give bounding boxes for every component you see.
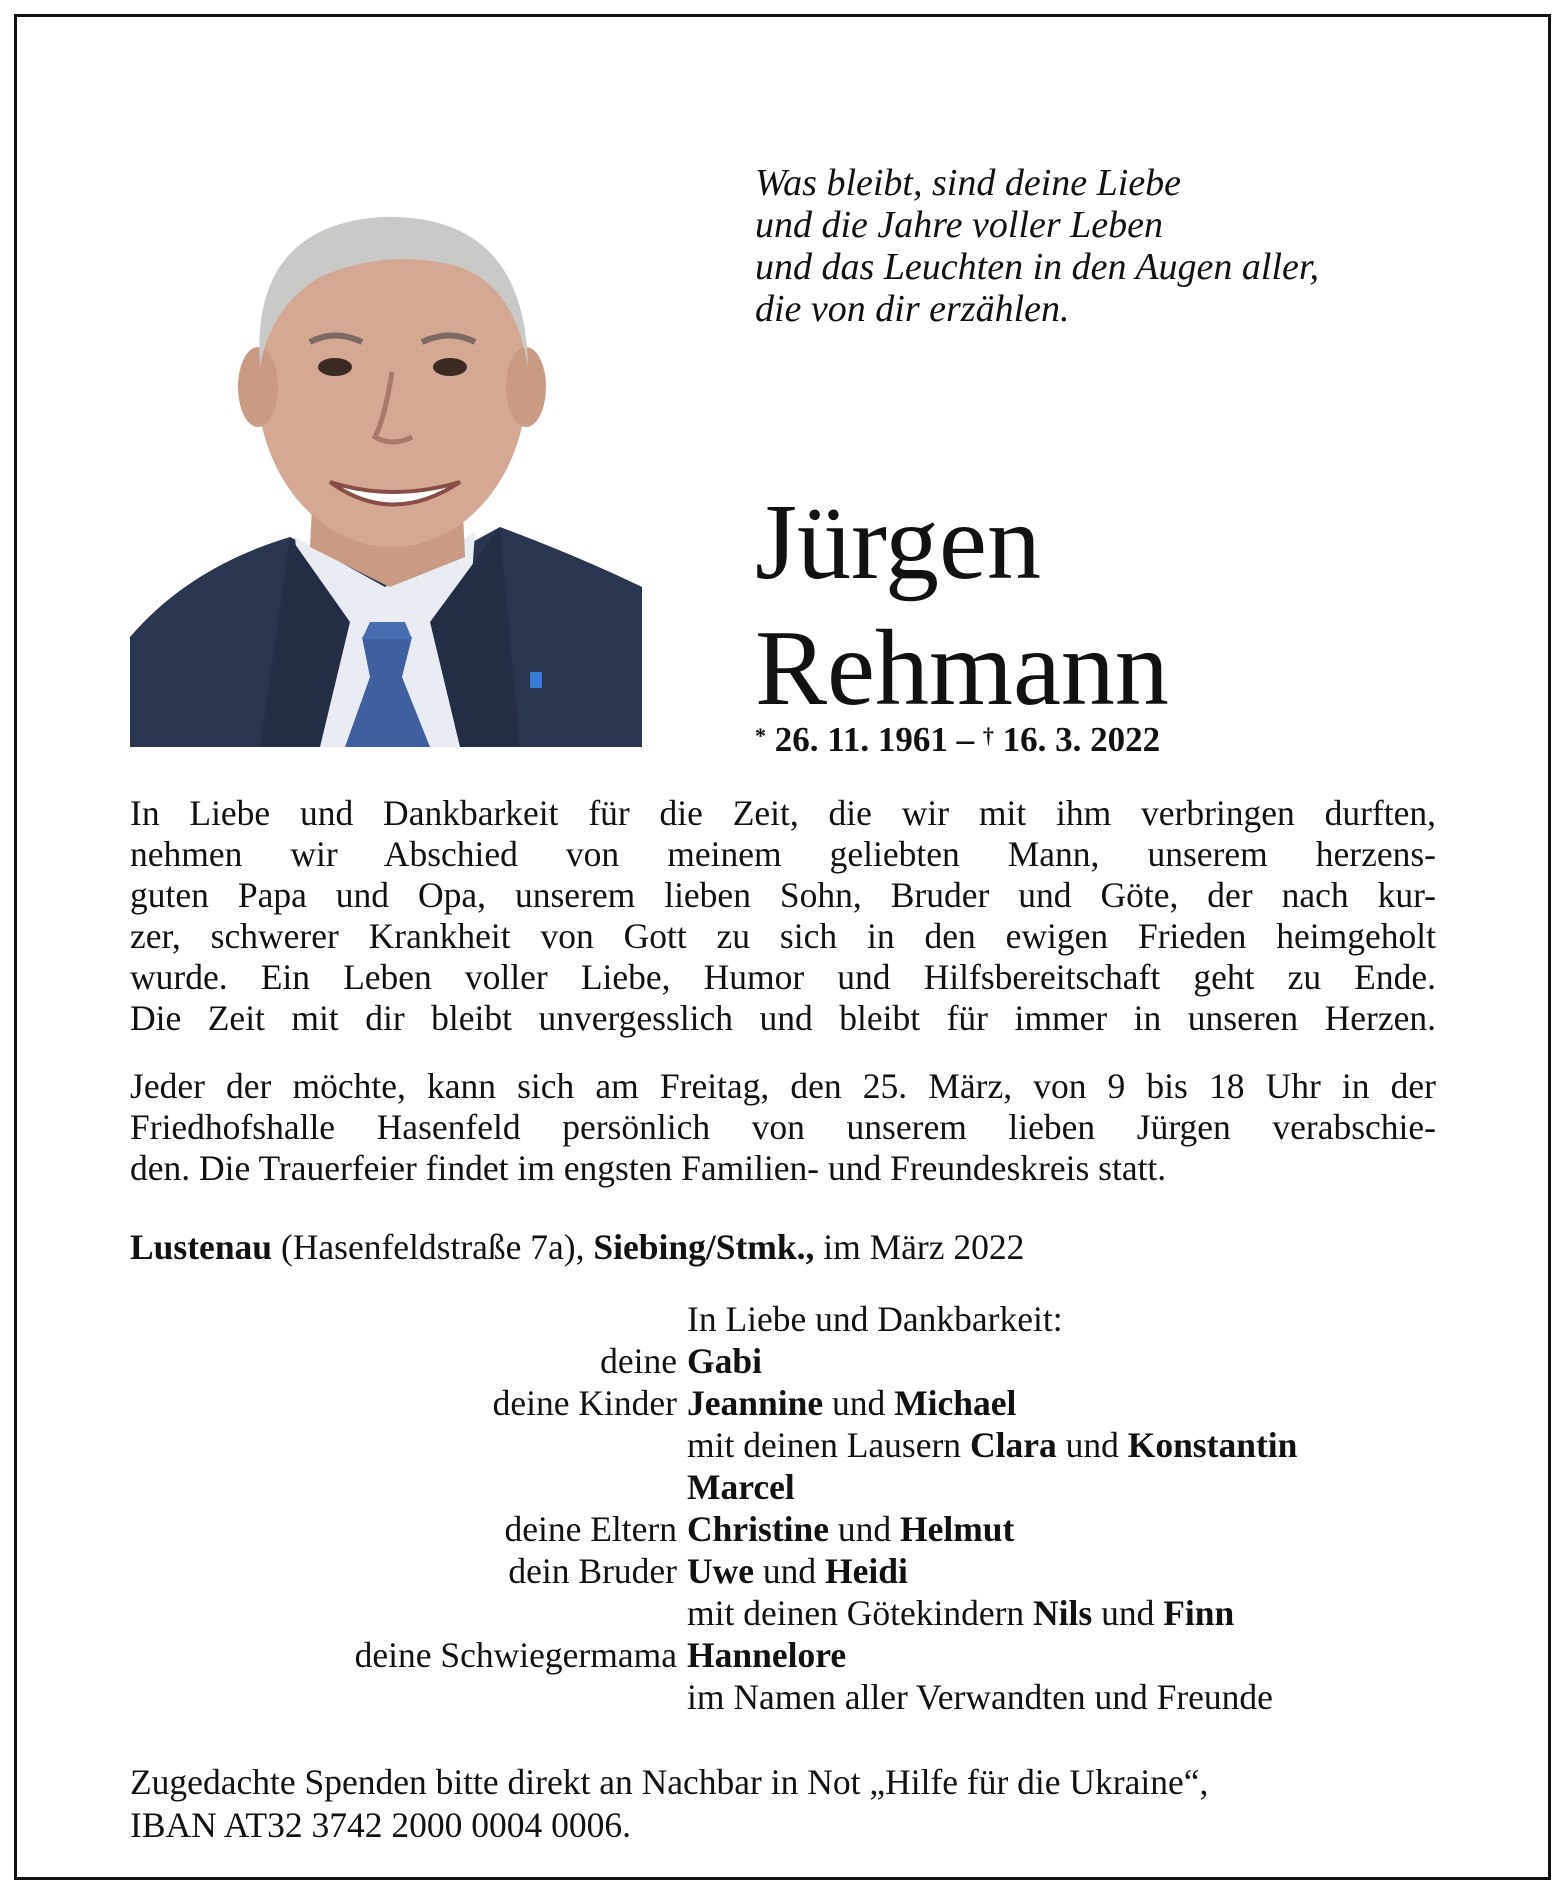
- birth-date: 26. 11. 1961: [774, 720, 948, 759]
- text-line: wurde. Ein Leben voller Liebe, Humor und Hilfsbereitschaft geht zu Ende.: [130, 957, 1436, 997]
- donation-line: IBAN AT32 3742 2000 0004 0006.: [130, 1805, 631, 1845]
- mourner-name: Jeannine: [687, 1383, 824, 1423]
- mourner-row: [130, 1508, 1450, 1550]
- town-siebing: Siebing/Stmk.,: [593, 1227, 815, 1267]
- relation-label: deine Kinder: [492, 1383, 677, 1423]
- donation-note: [130, 1761, 1436, 1847]
- mourner-name: Hannelore: [687, 1635, 847, 1675]
- town-lustenau: Lustenau: [130, 1227, 273, 1267]
- text-line: In Liebe und Dankbarkeit für die Zeit, die wir mit ihm verbringen durften,: [130, 793, 1436, 833]
- mourner-name: Clara: [969, 1425, 1057, 1465]
- mourner-name: Nils: [1033, 1593, 1093, 1633]
- text-line: den. Die Trauerfeier findet im engsten Familien- und Freundeskreis statt.: [130, 1148, 1167, 1188]
- quote-line: und die Jahre voller Leben: [755, 204, 1164, 246]
- relation-label: deine: [600, 1341, 677, 1381]
- mourner-row: [130, 1340, 1450, 1382]
- text-line: guten Papa und Opa, unserem lieben Sohn, Bruder und Göte, der nach kur-: [130, 875, 1436, 915]
- mourners-list: [130, 1298, 1450, 1718]
- mourner-row: [130, 1382, 1450, 1424]
- relation-label: dein Bruder: [508, 1551, 677, 1591]
- month-year: im März 2022: [814, 1227, 1025, 1267]
- mourner-name: Finn: [1163, 1593, 1235, 1633]
- mourner-name: Christine: [687, 1509, 829, 1549]
- donation-line: Zugedachte Spenden bitte direkt an Nachbar in Not „Hilfe für die Ukraine“,: [130, 1762, 1209, 1802]
- mourner-row: [130, 1634, 1450, 1676]
- mourner-row: [130, 1676, 1450, 1718]
- connector: und: [1092, 1593, 1164, 1633]
- death-date: 16. 3. 2022: [1002, 720, 1161, 759]
- mourner-row: [130, 1466, 1450, 1508]
- relation-label: deine Eltern: [504, 1509, 677, 1549]
- quote-line: Was bleibt, sind deine Liebe: [755, 162, 1182, 204]
- deceased-name: [755, 480, 1515, 732]
- mourner-name: Uwe: [687, 1551, 755, 1591]
- mourner-text: mit deinen Lausern: [687, 1425, 970, 1465]
- connector: und: [754, 1551, 826, 1591]
- mourner-text: im Namen aller Verwandten und Freunde: [687, 1677, 1273, 1717]
- text-line: Friedhofshalle Hasenfeld persönlich von unserem lieben Jürgen verabschie-: [130, 1107, 1436, 1147]
- birth-symbol: *: [755, 723, 766, 748]
- memorial-quote: [755, 162, 1455, 330]
- mourner-name: Konstantin: [1127, 1425, 1298, 1465]
- text-line: nehmen wir Abschied von meinem geliebten Mann, unserem herzens-: [130, 834, 1436, 874]
- first-name: Jürgen: [755, 483, 1041, 602]
- last-name: Rehmann: [755, 609, 1169, 728]
- life-dates: [755, 718, 1160, 762]
- mourner-row: [130, 1424, 1450, 1466]
- mourner-name: Helmut: [900, 1509, 1015, 1549]
- mourner-text: mit deinen Götekindern: [687, 1593, 1034, 1633]
- relation-label: deine Schwiegermama: [354, 1635, 677, 1675]
- mourner-name: Gabi: [687, 1341, 762, 1381]
- quote-line: und das Leuchten in den Augen aller,: [755, 246, 1319, 288]
- mourners-intro-row: [130, 1298, 1450, 1340]
- mourner-name: Michael: [894, 1383, 1017, 1423]
- mourner-row: [130, 1592, 1450, 1634]
- mourners-intro: In Liebe und Dankbarkeit:: [687, 1299, 1063, 1339]
- connector: und: [1056, 1425, 1128, 1465]
- farewell-paragraph: [130, 793, 1436, 1039]
- place-date-line: [130, 1226, 1024, 1268]
- viewing-paragraph: [130, 1066, 1436, 1189]
- portrait-photo: [130, 117, 642, 747]
- mourner-name: Marcel: [687, 1467, 795, 1507]
- mourner-name: Heidi: [825, 1551, 908, 1591]
- text-line: Jeder der möchte, kann sich am Freitag, den 25. März, von 9 bis 18 Uhr in der: [130, 1066, 1436, 1106]
- text-line: Die Zeit mit dir bleibt unvergesslich und bleibt für immer in unseren Herzen.: [130, 998, 1436, 1038]
- death-symbol: †: [982, 723, 994, 748]
- connector: und: [823, 1383, 895, 1423]
- quote-line: die von dir erzählen.: [755, 288, 1070, 330]
- connector: und: [829, 1509, 900, 1549]
- mourner-row: [130, 1550, 1450, 1592]
- date-separator: –: [956, 720, 975, 759]
- text-line: zer, schwerer Krankheit von Gott zu sich in den ewigen Frieden heimgeholt: [130, 916, 1436, 956]
- address: (Hasenfeldstraße 7a),: [272, 1227, 594, 1267]
